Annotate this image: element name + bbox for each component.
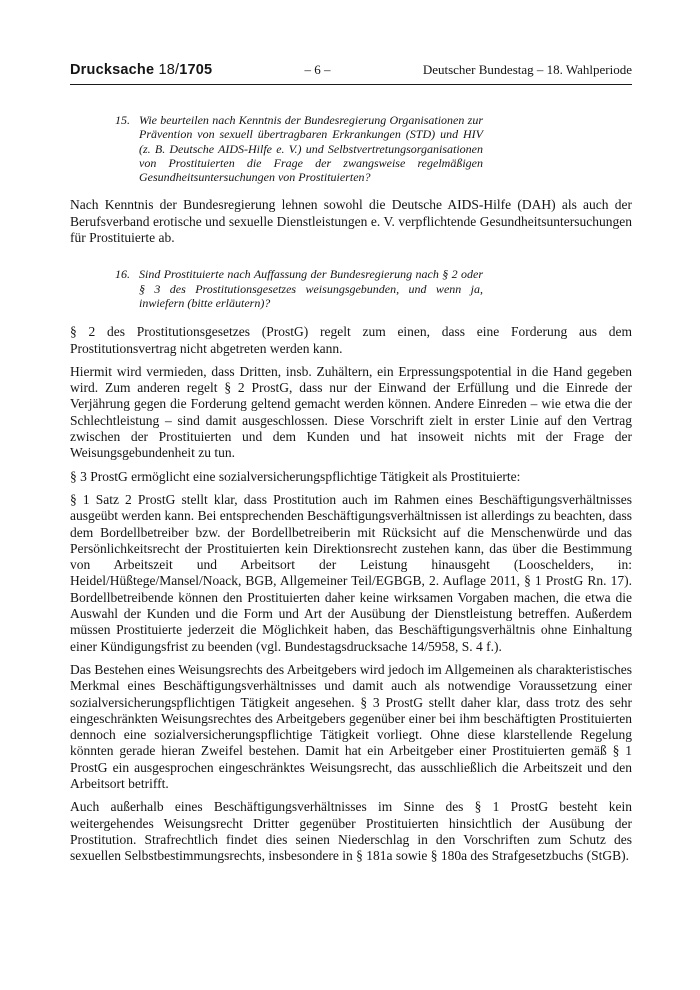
drucksache-label — [70, 62, 212, 78]
question-16 — [115, 267, 483, 310]
answer-paragraph: § 3 ProstG ermöglicht eine sozialversicherungspflichtige Tätigkeit als Prostituierte: — [70, 468, 521, 484]
answer-16 — [70, 324, 632, 864]
drucksache-session: 18/ — [158, 62, 180, 78]
question-number: 15. — [115, 113, 130, 127]
question-15 — [115, 113, 483, 184]
document-content — [70, 113, 632, 864]
drucksache-number: 1705 — [179, 62, 213, 78]
question-number: 16. — [115, 267, 130, 282]
page-header — [70, 62, 632, 85]
answer-paragraph: Das Bestehen eines Weisungsrechts des Arbeitgebers wird jedoch im Allgemeinen als charakteristisches Merkmal eines Beschäftigungsverhältnisses und damit auch als notwendige Voraussetzung einer sozialversicherungspflichtigen Tätigkeit angesehen. § 3 ProstG stellt daher klar, dass trotz des sehr eingeschränkten Weisungsrechtes des Arbeitgebers gegenüber einer bei ihm beschäftigten Prostituierten dennoch eine sozialversicherungspflichtige Tätigkeit vorliegt. Ohne diese klarstellende Regelung könnten gerade hieran Zweifel bestehen. Damit hat ein Arbeitgeber einer Prostituierten gemäß § 1 ProstG ein ausgesprochen eingeschränktes Weisungsrecht, das ausschließlich die Arbeitszeit und den Arbeitsort betrifft. — [70, 661, 632, 791]
drucksache-word: Drucksache — [70, 62, 155, 78]
question-text: Sind Prostituierte nach Auffassung der Bundesregierung nach § 2 oder § 3 des Prostitutionsgesetzes weisungsgebunden, und wenn ja, inwiefern (bitte erläutern)? — [139, 267, 483, 310]
answer-paragraph: Hiermit wird vermieden, dass Dritten, insb. Zuhältern, ein Erpressungspotential in die Hand gegeben wird. Zum anderen regelt § 2 ProstG, dass nur der Einwand der Erfüllung und die Einrede der Verjährung gegen die Forderung geltend gemacht werden können. Andere Einreden – wie etwa die der Schlechtleistung – sind damit ausgeschlossen. Diese Vorschrift zielt in erster Linie auf den Vertrag zwischen der Prostituierten und dem Kunden und hat insoweit nichts mit der Frage der Weisungsgebundenheit zu tun. — [70, 363, 632, 461]
answer-paragraph: § 1 Satz 2 ProstG stellt klar, dass Prostitution auch im Rahmen eines Beschäftigungsverhältnisses ausgeübt werden kann. Bei entsprechenden Beschäftigungsverhältnissen ist allerdings zu beachten, dass dem Bordellbetreiber bzw. der Bordellbetreiberin mit Rücksicht auf die Menschenwürde und das Persönlichkeitsrecht der Prostituierten kein Direktionsrecht zustehen kann, das über die Bestimmung von Arbeitszeit und Arbeitsort der Leistung hinausgeht (Looschelders, in: Heidel/Hüßtege/Mansel/Noack, BGB, Allgemeiner Teil/EGBGB, 2. Auflage 2011, § 1 ProstG Rn. 17). Bordellbetreibende können den Prostituierten daher keine wirksamen Vorgaben machen, die etwa die Auswahl der Kunden und die Form und Art der Ausübung der Dienstleistung betreffen. Außerdem müssen Prostituierte jederzeit die Möglichkeit haben, das Beschäftigungsverhältnis ohne Einhaltung einer Kündigungsfrist zu beenden (vgl. Bundestagsdrucksache 14/5958, S. 4 f.). — [70, 491, 632, 654]
header-right-title: Deutscher Bundestag – 18. Wahlperiode — [422, 62, 632, 77]
question-text: Wie beurteilen nach Kenntnis der Bundesregierung Organisationen zur Prävention von sexuell übertragbaren Erkrankungen (STD) und HIV (z. B. Deutsche AIDS-Hilfe e. V.) und Selbstvertretungsorganisationen von Prostituierten die Frage der zwangsweise regelmäßigen Gesundheitsuntersuchungen von Prostituierten? — [139, 113, 483, 185]
answer-paragraph: Nach Kenntnis der Bundesregierung lehnen sowohl die Deutsche AIDS-Hilfe (DAH) als auch der Berufsverband erotische und sexuelle Dienstleistungen e. V. verpflichtende Gesundheitsuntersuchungen für Prostituierte ab. — [70, 197, 632, 246]
page-number: – 6 – — [304, 62, 331, 77]
answer-paragraph: § 2 des Prostitutionsgesetzes (ProstG) regelt zum einen, dass eine Forderung aus dem Prostitutionsvertrag nicht abgetreten werden kann. — [70, 324, 632, 356]
answer-15 — [70, 197, 632, 246]
answer-paragraph: Auch außerhalb eines Beschäftigungsverhältnisses im Sinne des § 1 ProstG besteht kein weitergehendes Weisungsrecht Dritter gegenüber Prostituierten hinsichtlich der Ausübung der Prostitution. Strafrechtlich findet dies seinen Niederschlag in den Vorschriften zum Schutz des sexuellen Selbstbestimmungsrechts, insbesondere in § 181a sowie § 180a des Strafgesetzbuchs (StGB). — [70, 799, 632, 864]
